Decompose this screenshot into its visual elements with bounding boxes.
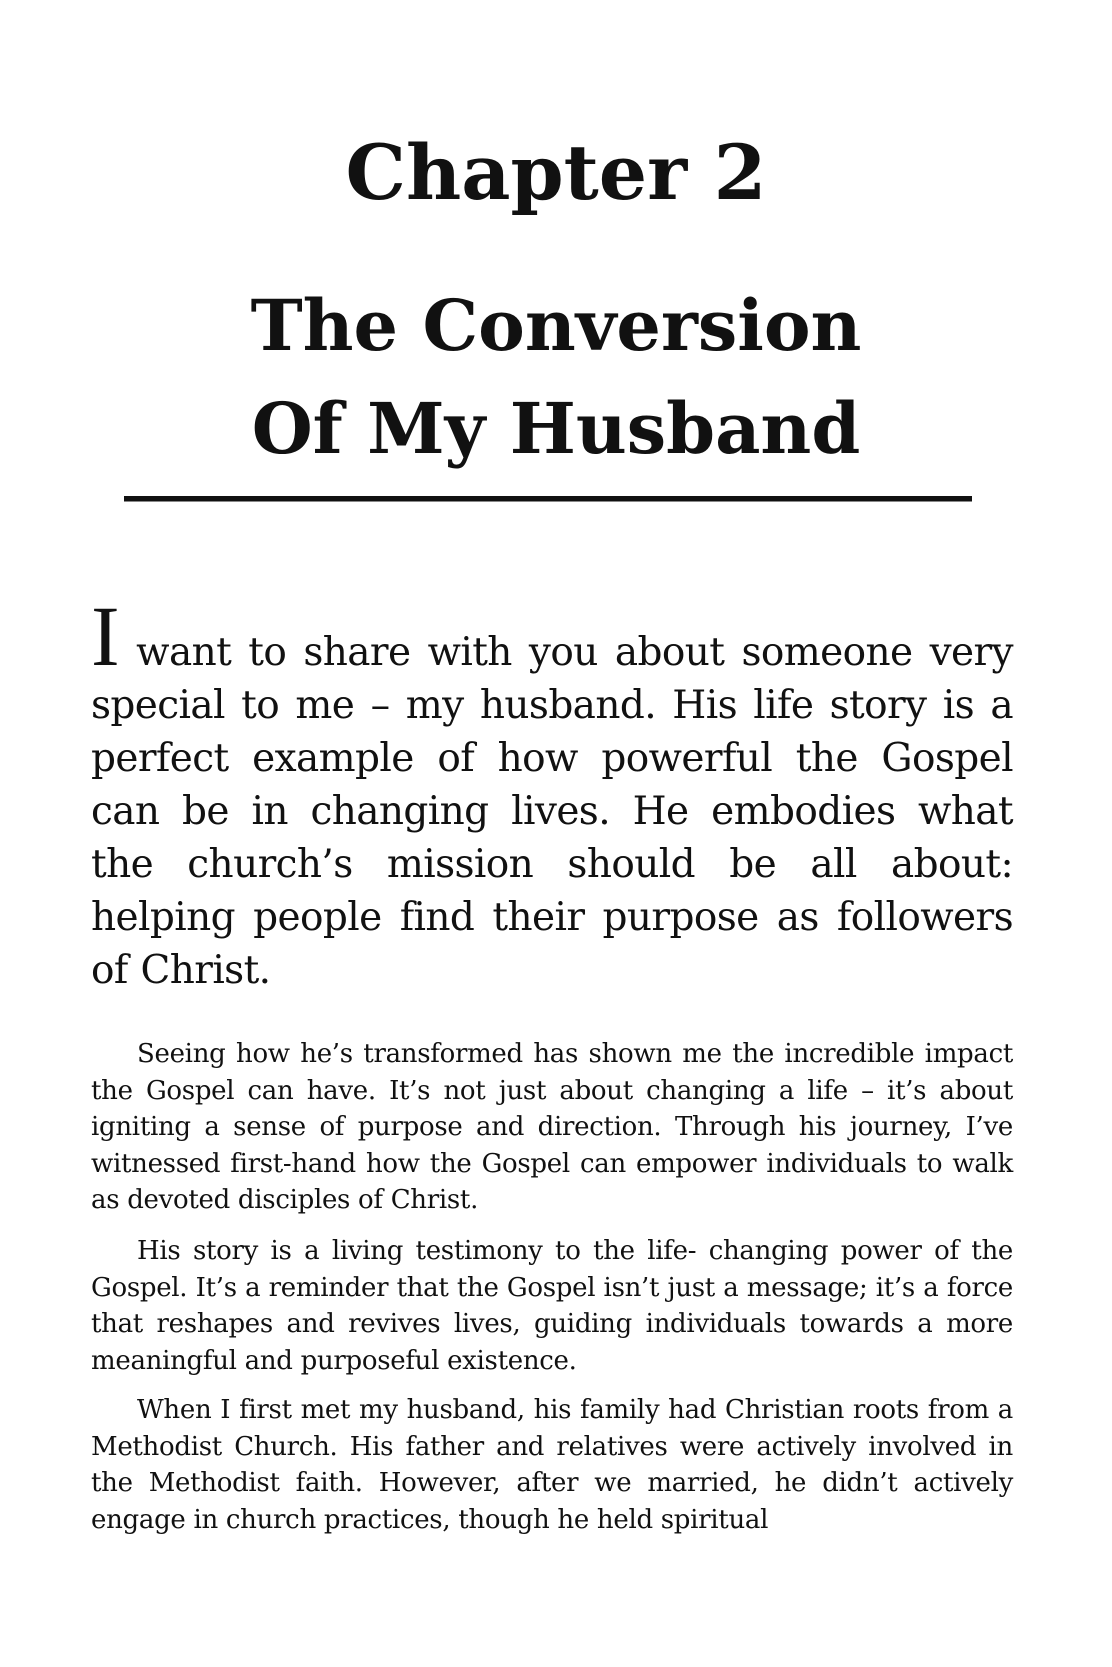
title-divider-rule bbox=[124, 496, 972, 501]
chapter-number-heading: Chapter 2 bbox=[345, 128, 767, 217]
body-paragraph-2: His story is a living testimony to the life- changing power of the Gospel. It’s a reminder that the Gospel isn’t just a message; it’s a force that reshapes and revives lives, guiding individuals towards a more meaningful and purposeful existence. bbox=[91, 1236, 1013, 1376]
chapter-title-line-2: Of My Husband bbox=[251, 387, 861, 470]
body-paragraph-1: Seeing how he’s transformed has shown me the incredible impact the Gospel can have. It’s not just about changing a life – it’s about igniting a sense of purpose and direction. Through his journey, I’ve witnessed first-hand how the Gospel can empower individuals to walk as devoted disciples of Christ. bbox=[91, 1039, 1013, 1215]
chapter-title-heading bbox=[0, 274, 1112, 480]
body-paragraph-3: When I first met my husband, his family had Christian roots from a Methodist Church. His father and relatives were actively involved in the Methodist faith. However, after we married, he didn’t actively engage in church practices, though he held spiritual bbox=[91, 1395, 1013, 1535]
lead-paragraph bbox=[91, 588, 1013, 997]
lead-paragraph-text: want to share with you about someone very special to me – my husband. His life story is a perfect example of how powerful the Gospel can be in changing lives. He embodies what the church’s mission should be all about: helping people find their purpose as followers of Christ. bbox=[91, 630, 1013, 993]
chapter-title-line-1: The Conversion bbox=[250, 284, 862, 367]
drop-cap: I bbox=[91, 588, 120, 684]
